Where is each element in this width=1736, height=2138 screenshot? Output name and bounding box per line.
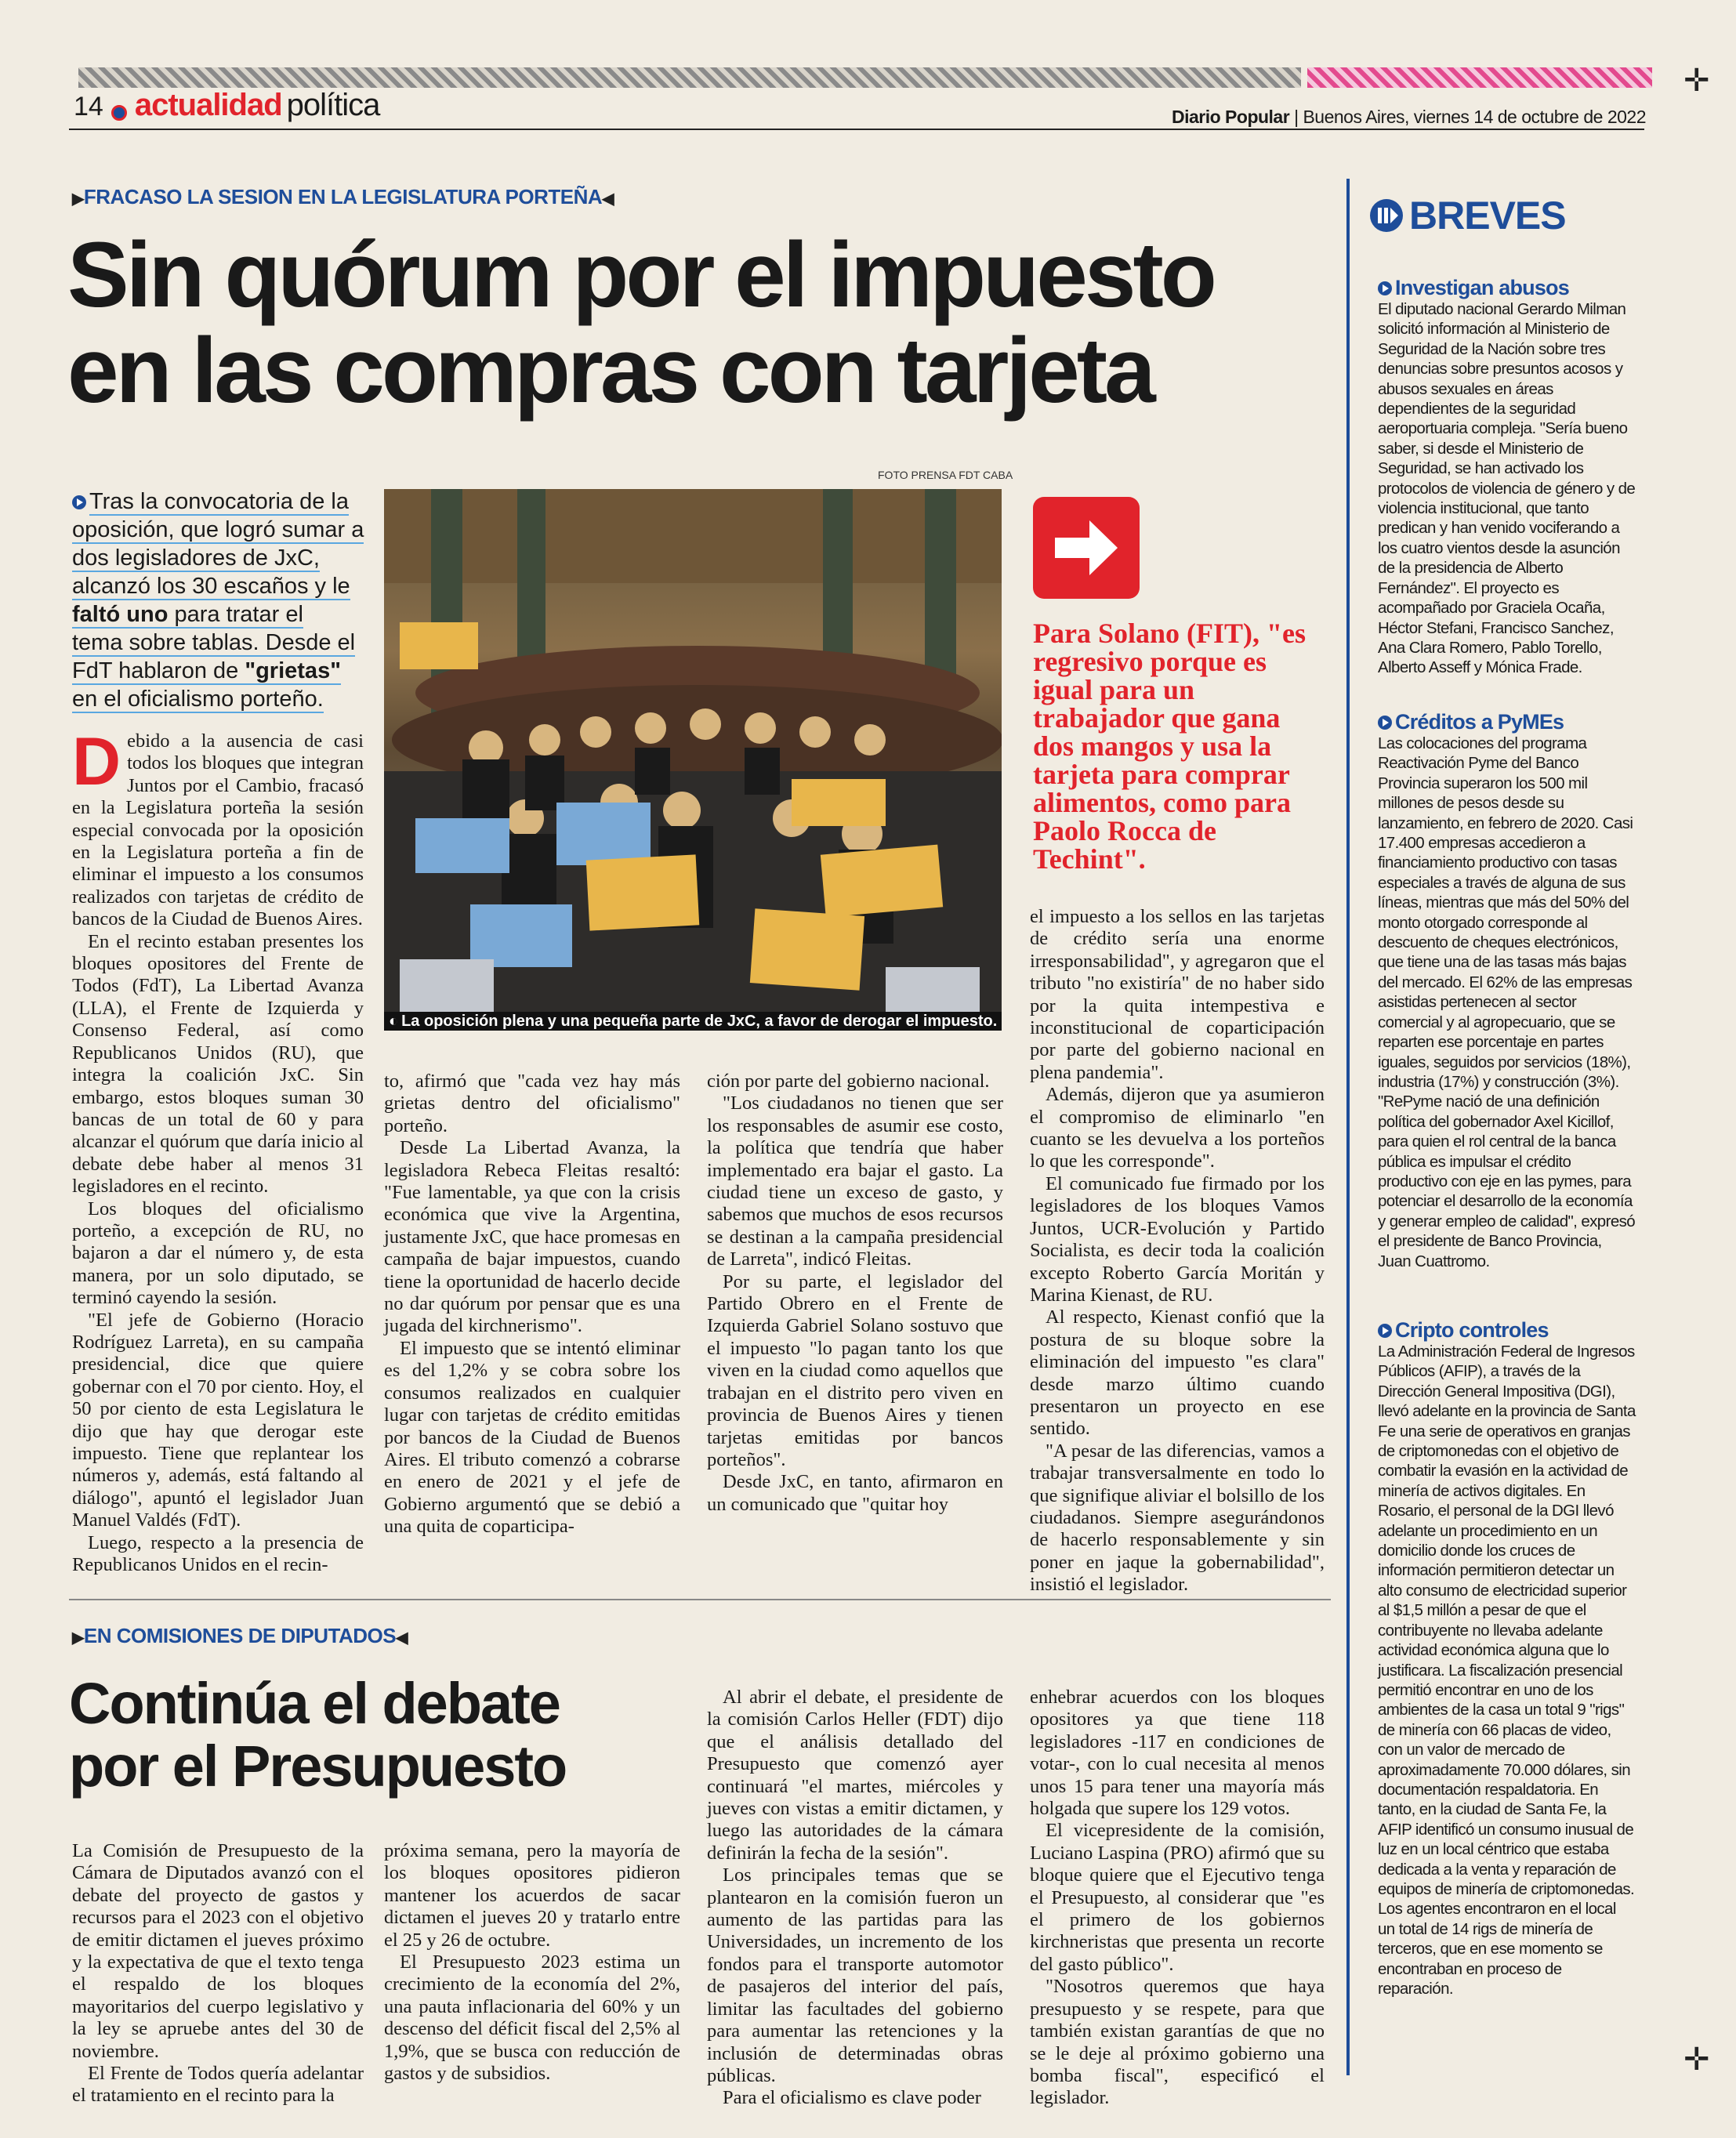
- bullet-arrow-icon: [1378, 281, 1392, 295]
- brief-heading: Cripto controles: [1395, 1318, 1549, 1342]
- paragraph: El Frente de Todos quería adelantar el tratamiento en el recinto para la: [72, 2063, 364, 2107]
- sidebar-rule: [1346, 179, 1350, 2075]
- brief-item: [1378, 710, 1636, 1271]
- headline-line-2: por el Presupuesto: [69, 1734, 567, 1799]
- paragraph: próxima semana, pero la mayoría de los bloques opositores pidieron mantener los acuerdos de sacar dictamen el jueves 20 y tratarlo entre el 25 y 26 de octubre.: [384, 1840, 680, 1951]
- article-column-3: [707, 1071, 1003, 1516]
- bullet-arrow-icon: [72, 495, 86, 509]
- paragraph: En el recinto estaban presentes los bloques opositores del Frente de Todos (FdT), La Libertad Avanza (LLA), el Frente de Izquierda y Consenso Federal, así como Republicanos Unidos (RU), que integra la coalición JxC. Sin embargo, estos bloques suman 30 bancas de un total de 60 y para alcanzar el quórum que daría inicio al debate debe haber al menos 31 legisladores en el recinto.: [72, 930, 364, 1198]
- brief-heading: Investigan abusos: [1395, 276, 1569, 299]
- paragraph: Por su parte, el legislador del Partido Obrero en el Frente de Izquierda Gabriel Solano sostuvo que el impuesto "lo pagan tanto los que viven en la ciudad como aquellos que trabajan en el distrito pero viven en provincia de Buenos Aires y tienen tarjetas emitidas por bancos porteños".: [707, 1270, 1003, 1470]
- bullet-arrow-icon: [1378, 1324, 1392, 1338]
- kicker-text: FRACASO LA SESION EN LA LEGISLATURA PORTEÑA: [83, 185, 603, 208]
- paragraph: El impuesto que se intentó eliminar es del 1,2% y se cobra sobre los consumos realizados en cualquier lugar con tarjetas de crédito emitidas por bancos de la Ciudad de Buenos Aires. El tributo comenzó a cobrarse en enero de 2021 y el jefe de Gobierno argumentó que se debió a una quita de coparticipa-: [384, 1337, 680, 1538]
- kicker-text: EN COMISIONES DE DIPUTADOS: [83, 1624, 397, 1647]
- paragraph: to, afirmó que "cada vez hay más grietas dentro del oficialismo" porteño.: [384, 1071, 680, 1136]
- section-subname: política: [286, 88, 380, 122]
- brief-text: La Administración Federal de Ingresos Públicos (AFIP), a través de la Dirección General Impositiva (DGI), llevó adelante en la provincia de Santa Fe una serie de operativos en granjas de criptomonedas con el objetivo de combatir la evasión en la actividad de minería de activos digitales. En Rosario, el personal de la DGI llevó adelante un procedimiento en un domicilio donde los cruces de información permitieron detectar un alto consumo de electricidad superior al $1,5 millón a pesar de que el contribuyente no llevaba adelante actividad económica alguna que lo justificara. La fiscalización presencial permitió encontrar en uno de los ambientes de la casa un total 9 "rigs" de minería con 66 placas de video, con un valor de mercado de aproximadamente 70.000 dólares, sin documentación respaldatoria. En tanto, en la ciudad de Santa Fe, la AFIP identificó un consumo inusual de luz en un local céntrico que estaba dedicada a la venta y reparación de equipos de minería de criptomonedas. Los agentes encontraron en el local un total de 14 rigs de minería de terceros, que en ese momento se encontraban en proceso de reparación.: [1378, 1343, 1636, 1998]
- caption-text: La oposición plena y una pequeña parte de JxC, a favor de derogar el impuesto.: [401, 1013, 998, 1030]
- article2-column-1: [72, 1840, 364, 2107]
- lead-line: alcanzó los 30 escaños y le: [72, 574, 350, 599]
- lead-bold: "grietas": [245, 658, 341, 683]
- paragraph: El comunicado fue firmado por los legisladores de los bloques Vamos Juntos, UCR-Evolución y Partido Socialista, es decir toda la coalición excepto Roberto García Moritán y Marina Kienast, de RU.: [1030, 1172, 1325, 1306]
- headline-line-1: Sin quórum por el impuesto: [67, 223, 1214, 327]
- bullet-arrow-icon: [1378, 716, 1392, 730]
- photo-caption: ◐ La oposición plena y una pequeña parte de JxC, a favor de derogar el impuesto.: [384, 1012, 1002, 1031]
- paragraph: ebido a la ausencia de casi todos los bloques que integran Juntos por el Cambio, fracasó en la Legislatura porteña la sesión especial convocada por la oposición en la Legislatura porteña a fin de eliminar el impuesto a los consumos realizados con tarjetas de crédito de bancos de la Ciudad de Buenos Aires.: [72, 730, 364, 930]
- paragraph: La Comisión de Presupuesto de la Cámara de Diputados avanzó con el debate del proyecto de gastos y recursos para el 2023 con el objetivo de emitir dictamen el jueves próximo y la expectativa de que el texto tenga el respaldo de los bloques mayoritarios del cuerpo legislativo y la ley se apruebe antes del 30 de noviembre.: [72, 1840, 364, 2062]
- article-headline: [67, 223, 1368, 422]
- headline-line-2: en las compras con tarjeta: [67, 319, 1153, 422]
- section-divider: [69, 1599, 1331, 1600]
- paragraph: "A pesar de las diferencias, vamos a trabajar transversalmente en todo lo que signifique aliviar el bolsillo de los ciudadanos. Siempre asegurándonos de hacerlo responsablemente y sin poner en jaque la gobernabilidad", insistió el legislador.: [1030, 1440, 1325, 1596]
- dateline: Diario Popular | Buenos Aires, viernes 14 de octubre de 2022: [1171, 107, 1646, 127]
- arrow-icon: [1033, 497, 1140, 599]
- paragraph: El vicepresidente de la comisión, Luciano Laspina (PRO) afirmó que su bloque quiere que el Ejecutivo tenga el Presupuesto, al considerar que "es el primero de los gobiernos kirchneristas que presenta un recorte del gasto público".: [1030, 1820, 1325, 1975]
- breves-title: BREVES: [1409, 194, 1566, 237]
- page-header: [74, 88, 379, 127]
- article2-column-4: [1030, 1687, 1325, 2110]
- lead-line: para tratar el: [174, 602, 303, 627]
- newspaper-name: Diario Popular: [1171, 107, 1290, 127]
- article-column-1: [72, 724, 364, 1576]
- article-lead: [72, 487, 370, 713]
- registration-mark-icon: ✛: [1683, 2042, 1710, 2078]
- legislature-photo: [384, 489, 1002, 1030]
- brief-text: El diputado nacional Gerardo Milman solicitó información al Ministerio de Seguridad de la Nación sobre tres denuncias sobre presuntos acosos y abusos sexuales en áreas dependientes de la seguridad aeroportuaria compleja. "Sería bueno saber, si desde el Ministerio de Seguridad, se han activado los protocolos de violencia de género y de violencia institucional, que tanto predican y han venido vociferando a los cuatro vientos desde la asunción de la presidencia de Alberto Fernández". El proyecto es acompañado por Graciela Ocaña, Héctor Stefani, Francisco Sanchez, Ana Clara Romero, Pablo Torello, Alberto Asseff y Mónica Frade.: [1378, 300, 1636, 677]
- paragraph: el impuesto a los sellos en las tarjetas de crédito sería una enorme irresponsabilidad", y agregaron que el tributo "no existiría" de no haber sido por la quita intempestiva e inconstitucional de coparticipación por parte del gobierno nacional en plena pandemia".: [1030, 906, 1325, 1083]
- lead-line: tema sobre tablas. Desde el: [72, 630, 356, 655]
- article2-column-2: [384, 1840, 680, 2085]
- date-text: Buenos Aires, viernes 14 de octubre de 2022: [1303, 107, 1646, 127]
- pull-quote: Para Solano (FIT), "es regresivo porque es igual para un trabajador que gana dos mangos y usa la tarjeta para comprar alimentos, como para Paolo Rocca de Techint".: [1033, 618, 1306, 875]
- lead-line: en el oficialismo porteño.: [72, 687, 324, 712]
- paragraph: enhebrar acuerdos con los bloques opositores ya que tiene 118 legisladores -117 en condiciones de votar-, con lo cual necesita al menos unos 15 para tener una mayoría más holgada que supere los 129 votos.: [1030, 1687, 1325, 1820]
- article2-column-3: [707, 1687, 1003, 2110]
- section-name: actualidad: [134, 88, 282, 122]
- lead-line: oposición, que logró sumar a: [72, 517, 364, 542]
- paragraph: El Presupuesto 2023 estima un crecimiento de la economía del 2%, una pauta inflacionaria del 60% y un descenso del déficit fiscal del 2,5% al 1,9%, que se busca con reducción de gastos y de subsidios.: [384, 1951, 680, 2085]
- paragraph: "Nosotros queremos que haya presupuesto y se respete, para que también existan garantías de que no se le deje al próximo gobierno una bomba fiscal", especificó el legislador.: [1030, 1976, 1325, 2109]
- paragraph: ción por parte del gobierno nacional.: [707, 1071, 990, 1092]
- paragraph: Desde La Libertad Avanza, la legisladora Rebeca Fleitas resaltó: "Fue lamentable, ya que con la crisis económica que vive la Argentina, justamente JxC, que hace promesas en campaña de bajar impuestos, cuando tiene la oportunidad de hacerlo decide no dar quórum por pensar que es una jugada del kirchnerismo".: [384, 1137, 680, 1337]
- article-headline: [69, 1672, 712, 1798]
- paragraph: "El jefe de Gobierno (Horacio Rodríguez Larreta), en su campaña presidencial, dice que quiere gobernar con el 70 por ciento. Hoy, el 50 por ciento de esta Legislatura le dijo que hay que derogar este impuesto. Tiene que replantear los números y, además, está faltando al diálogo", apuntó el legislador Juan Manuel Valdés (FdT).: [72, 1309, 364, 1531]
- paragraph: Al abrir el debate, el presidente de la comisión Carlos Heller (FDT) dijo que el análisis detallado del Presupuesto que comenzó ayer continuará "el martes, miércoles y jueves con vistas a emitir dictamen, y luego las autoridades de la cámara definirán la fecha de la sesión".: [707, 1687, 1003, 1864]
- article-photo: [384, 489, 1002, 1030]
- article-kicker: ▶EN COMISIONES DE DIPUTADOS◀: [72, 1624, 408, 1647]
- paragraph: Los bloques del oficialismo porteño, a excepción de RU, no bajaron a dar el número y, de esta manera, por un solo diputado, se terminó cayendo la sesión.: [72, 1198, 364, 1309]
- header-pattern-band-pink: [1307, 67, 1652, 88]
- lead-line: FdT hablaron de: [72, 658, 239, 683]
- paragraph: Luego, respecto a la presencia de Republicanos Unidos en el recin-: [72, 1531, 364, 1576]
- article-column-2: [384, 1071, 680, 1538]
- article-column-4: [1030, 906, 1325, 1596]
- brief-text: Las colocaciones del programa Reactivación Pyme del Banco Provincia superaron los 500 mil millones de pesos desde su lanzamiento, en febrero de 2020. Casi 17.400 empresas accedieron a financiamiento productivo con tasas especiales a través de alguna de sus líneas, mientras que más del 50% del monto otorgado corresponde al descuento de cheques electrónicos, que tiene una de las tasas más bajas del mercado. El 62% de las empresas asistidas pertenecen al sector comercial y al agropecuario, que se reparten ese porcentaje en partes iguales, seguidos por servicios (18%), industria (17%) y construcción (3%). "RePyme nació de una definición política del gobernador Axel Kicillof, para quien el rol central de la banca pública es impulsar el crédito productivo con eje en las pymes, para potenciar el desarrollo de la economía y generar empleo de calidad", expresó el presidente de Banco Provincia, Juan Cuattromo.: [1378, 734, 1636, 1270]
- lead-line: dos legisladores de JxC,: [72, 545, 320, 571]
- photo-credit: FOTO PRENSA FDT CABA: [878, 469, 1013, 481]
- registration-mark-icon: ✛: [1683, 63, 1710, 99]
- section-dot-icon: [111, 105, 127, 121]
- drop-cap: D: [72, 724, 121, 799]
- breves-logo-icon: [1370, 199, 1403, 232]
- header-rule: [69, 129, 1644, 130]
- paragraph: Los principales temas que se plantearon en la comisión fueron un aumento de las partidas para las Universidades, un incremento de los fondos para el transporte automotor de pasajeros del interior del país, limitar las facultades del gobierno para aumentar las retenciones y la inclusión de determinadas obras públicas.: [707, 1864, 1003, 2086]
- brief-item: [1378, 1318, 1636, 1998]
- paragraph: Para el oficialismo es clave poder: [723, 2087, 981, 2109]
- paragraph: Desde JxC, en tanto, afirmaron en un comunicado que "quitar hoy: [707, 1471, 1003, 1515]
- paragraph: "Los ciudadanos no tienen que ser los responsables de asumir ese costo, la política que tendría que haber implementado era bajar el gasto. La ciudad tiene un exceso de gasto, y sabemos que muchos de esos recursos se destinan a la campaña presidencial de Larreta", indicó Fleitas.: [707, 1093, 1003, 1270]
- breves-header: [1370, 193, 1566, 238]
- lead-line: Tras la convocatoria de la: [89, 489, 349, 514]
- brief-item: [1378, 276, 1636, 678]
- headline-line-1: Continúa el debate: [69, 1671, 560, 1736]
- brief-heading: Créditos a PyMEs: [1395, 710, 1564, 734]
- paragraph: Al respecto, Kienast confió que la postura de su bloque sobre la eliminación del impuesto "es clara" desde marzo último cuando presentaron un proyecto en ese sentido.: [1030, 1306, 1325, 1440]
- article-kicker: ▶FRACASO LA SESION EN LA LEGISLATURA PORTEÑA◀: [72, 185, 614, 208]
- header-pattern-band: [78, 67, 1301, 88]
- lead-bold: faltó uno: [72, 602, 169, 627]
- paragraph: Además, dijeron que ya asumieron el compromiso de eliminarlo "en cuanto se les devuelva a los porteños lo que les corresponde".: [1030, 1084, 1325, 1172]
- page-number: 14: [74, 92, 103, 121]
